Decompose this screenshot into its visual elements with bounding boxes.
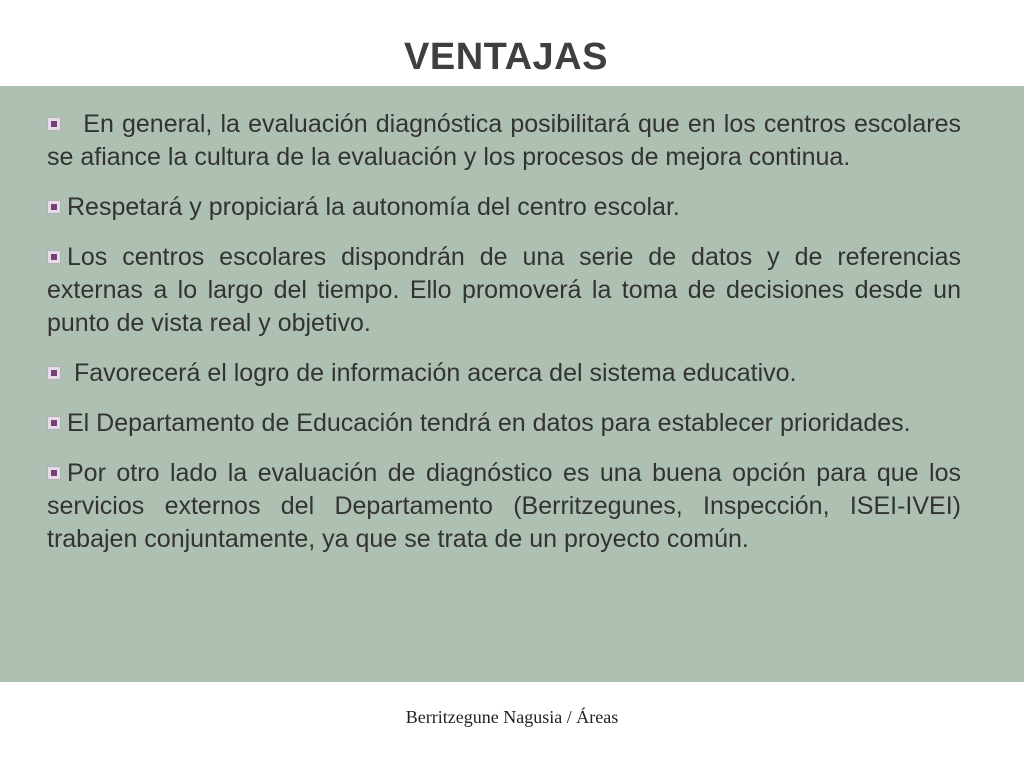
bullet-text: Por otro lado la evaluación de diagnóstico es una buena opción para que los servicios externos del Departamento (Berritzegunes, Inspección, ISEI-IVEI) trabajen conjuntamente, ya que se trata de un proyecto común. — [47, 459, 961, 553]
bullet-item-1 — [47, 108, 961, 174]
bullet-item-3 — [47, 241, 961, 340]
bullet-text: El Departamento de Educación tendrá en datos para establecer prioridades. — [67, 409, 911, 437]
bullet-text: Favorecerá el logro de información acerca del sistema educativo. — [73, 359, 797, 387]
bullet-item-6 — [47, 457, 961, 556]
square-bullet-icon — [47, 250, 61, 264]
square-bullet-icon — [47, 117, 61, 131]
bullet-item-5 — [47, 407, 961, 440]
bullet-text: En general, la evaluación diagnóstica posibilitará que en los centros escolares se afiance la cultura de la evaluación y los procesos de mejora continua. — [47, 110, 961, 171]
bullet-list — [47, 108, 961, 573]
bullet-item-2 — [47, 191, 961, 224]
slide-title: VENTAJAS — [404, 36, 608, 78]
bullet-text: Respetará y propiciará la autonomía del centro escolar. — [67, 193, 680, 221]
square-bullet-icon — [47, 416, 61, 430]
bullet-item-4 — [47, 357, 961, 390]
square-bullet-icon — [47, 466, 61, 480]
square-bullet-icon — [47, 200, 61, 214]
slide-footer: Berritzegune Nagusia / Áreas — [405, 707, 619, 727]
square-bullet-icon — [47, 366, 61, 380]
content-panel — [0, 86, 1024, 682]
bullet-text: Los centros escolares dispondrán de una serie de datos y de referencias externas a lo largo del tiempo. Ello promoverá la toma de decisiones desde un punto de vista real y objetivo. — [47, 243, 961, 337]
